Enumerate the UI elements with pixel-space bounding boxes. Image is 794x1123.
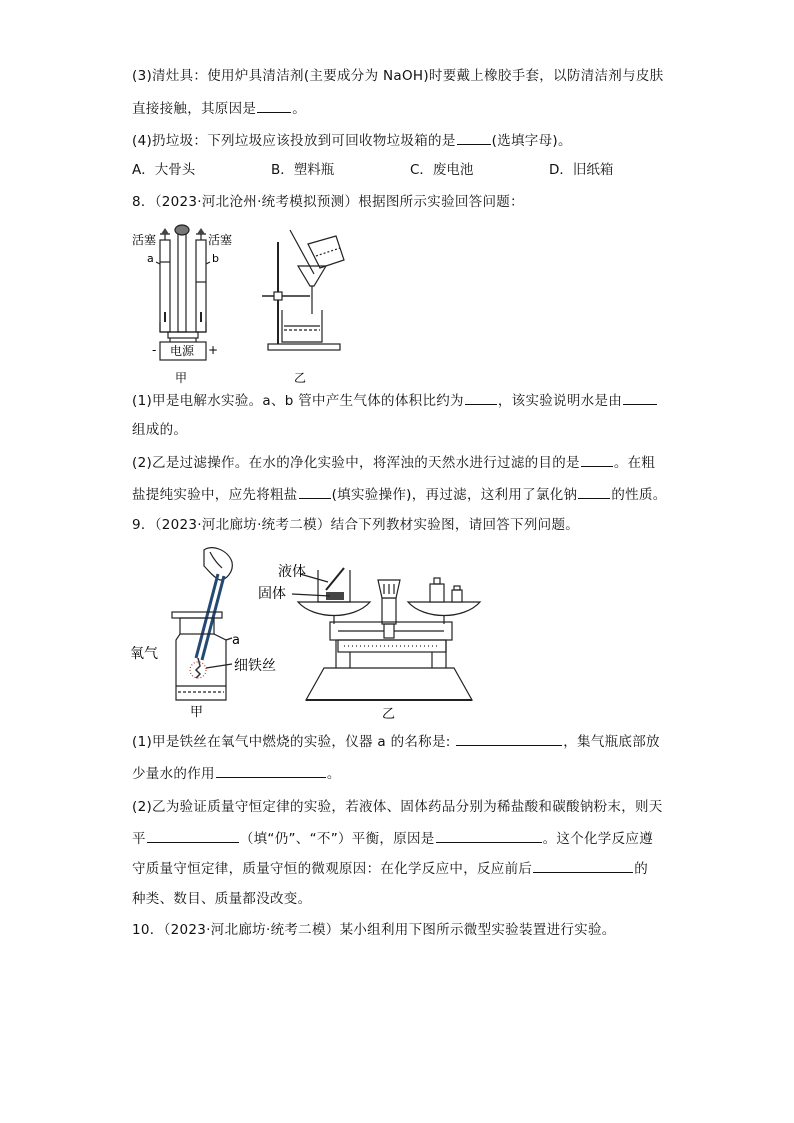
answer-blank[interactable] [147,828,239,843]
q8-part1-line2: 组成的。 [132,422,188,438]
q7-part4-text: (4)扔垃圾：下列垃圾应该投放到可回收物垃圾箱的是 [132,133,456,149]
filtration-apparatus [262,230,344,350]
q8-part2b-text: 盐提纯实验中，应先将粗盐 [132,487,298,503]
q8-part2b-end: 的性质。 [611,487,667,503]
q9-part2b-mid: （填“仍”、“不”）平衡，原因是 [239,831,435,847]
q7-part4-line [132,130,572,151]
answer-blank[interactable] [299,484,331,499]
answer-blank[interactable] [578,484,610,499]
fig-caption-yi: 乙 [382,707,396,720]
q9-part2c-end: 的 [634,861,649,877]
q8-part2-text: (2)乙是过滤操作。在水的净化实验中，将浑浊的天然水进行过滤的目的是 [132,455,580,471]
oxygen-label: 氧气 [130,646,158,662]
q9-part2-line4: 种类、数目、质量都没改变。 [132,891,312,907]
plus-label: + [208,343,219,357]
q9-part2b-text: 平 [132,831,146,847]
answer-blank[interactable] [436,828,542,843]
q8-part1-line1 [132,390,658,411]
q9-part2-line1: (2)乙为验证质量守恒定律的实验，若液体、固体药品分别为稀盐酸和碳酸钠粉末，则天 [132,799,663,815]
instrument-a-label: a [232,633,240,648]
q8-part2b-mid: (填实验操作)，再过滤，这利用了氯化钠 [331,487,578,503]
solid-label: 固体 [258,586,286,602]
q7-part3-line1: (3)清灶具：使用炉具清洁剂(主要成分为 NaOH)时要戴上橡胶手套，以防清洁剂与皮肤 [132,68,664,84]
power-supply-label: 电源 [170,344,195,358]
q9-part1b-text: 少量水的作用 [132,766,215,782]
option-a[interactable]: A．大骨头 [132,162,196,178]
answer-blank[interactable] [457,130,491,145]
answer-blank[interactable] [216,763,326,778]
answer-blank[interactable] [581,452,613,467]
tube-a-label: a [147,252,154,265]
option-c[interactable]: C．废电池 [410,162,474,178]
q8-part1-mid: ，该实验说明水是由 [497,393,623,409]
balance-apparatus [292,568,480,700]
q8-part2-line1 [132,452,655,473]
q8-figure [130,222,360,390]
q7-part3-text: 直接接触，其原因是 [132,101,257,117]
q9-part2c-text: 守质量守恒定律，质量守恒的微观原因：在化学反应中，反应前后 [132,861,533,877]
answer-blank[interactable] [465,390,497,405]
iron-wire-label: 细铁丝 [234,658,276,674]
answer-blank[interactable] [456,731,562,746]
q9-stem: 9．（2023·河北廊坊·统考二模）结合下列教材实验图，请回答下列问题。 [132,517,580,533]
stopcock-left-label: 活塞 [132,233,157,247]
q7-part3-line2 [132,98,306,119]
q9-part1-line2 [132,763,341,784]
q9-part2b-end: 。这个化学反应遵 [542,831,653,847]
q9-part1-line1 [132,731,660,752]
q8-part2-line2 [132,484,667,505]
fig-caption-jia: 甲 [190,705,204,720]
electrolysis-apparatus [156,225,210,360]
minus-label: - [152,343,157,357]
q8-stem: 8．（2023·河北沧州·统考模拟预测）根据图所示实验回答问题： [132,194,524,210]
option-d[interactable]: D．旧纸箱 [549,162,614,178]
q10-stem: 10．（2023·河北廊坊·统考二模）某小组利用下图所示微型实验装置进行实验。 [132,922,616,938]
q9-part2-line3 [132,858,648,879]
q9-part2-line2 [132,828,653,849]
q8-part2-end: 。在粗 [613,455,656,471]
answer-blank[interactable] [257,98,291,113]
q9-part1b-end: 。 [326,766,341,782]
q9-part1-end: ，集气瓶底部放 [563,734,660,750]
q7-part3-end: 。 [292,101,307,117]
fig-caption-yi: 乙 [294,371,307,385]
answer-blank[interactable] [623,390,657,405]
iron-combustion-apparatus [172,548,232,700]
answer-blank[interactable] [533,858,633,873]
q9-part1-text: (1)甲是铁丝在氧气中燃烧的实验，仪器 a 的名称是: [132,734,451,750]
stopcock-right-label: 活塞 [208,233,233,247]
q9-figure [128,540,498,720]
option-b[interactable]: B．塑料瓶 [271,162,335,178]
fig-caption-jia: 甲 [175,371,188,385]
q8-part1-text: (1)甲是电解水实验。a、b 管中产生气体的体积比约为 [132,393,464,409]
liquid-label: 液体 [278,564,306,580]
tube-b-label: b [212,252,219,265]
q7-part4-end: (选填字母)。 [491,133,572,149]
